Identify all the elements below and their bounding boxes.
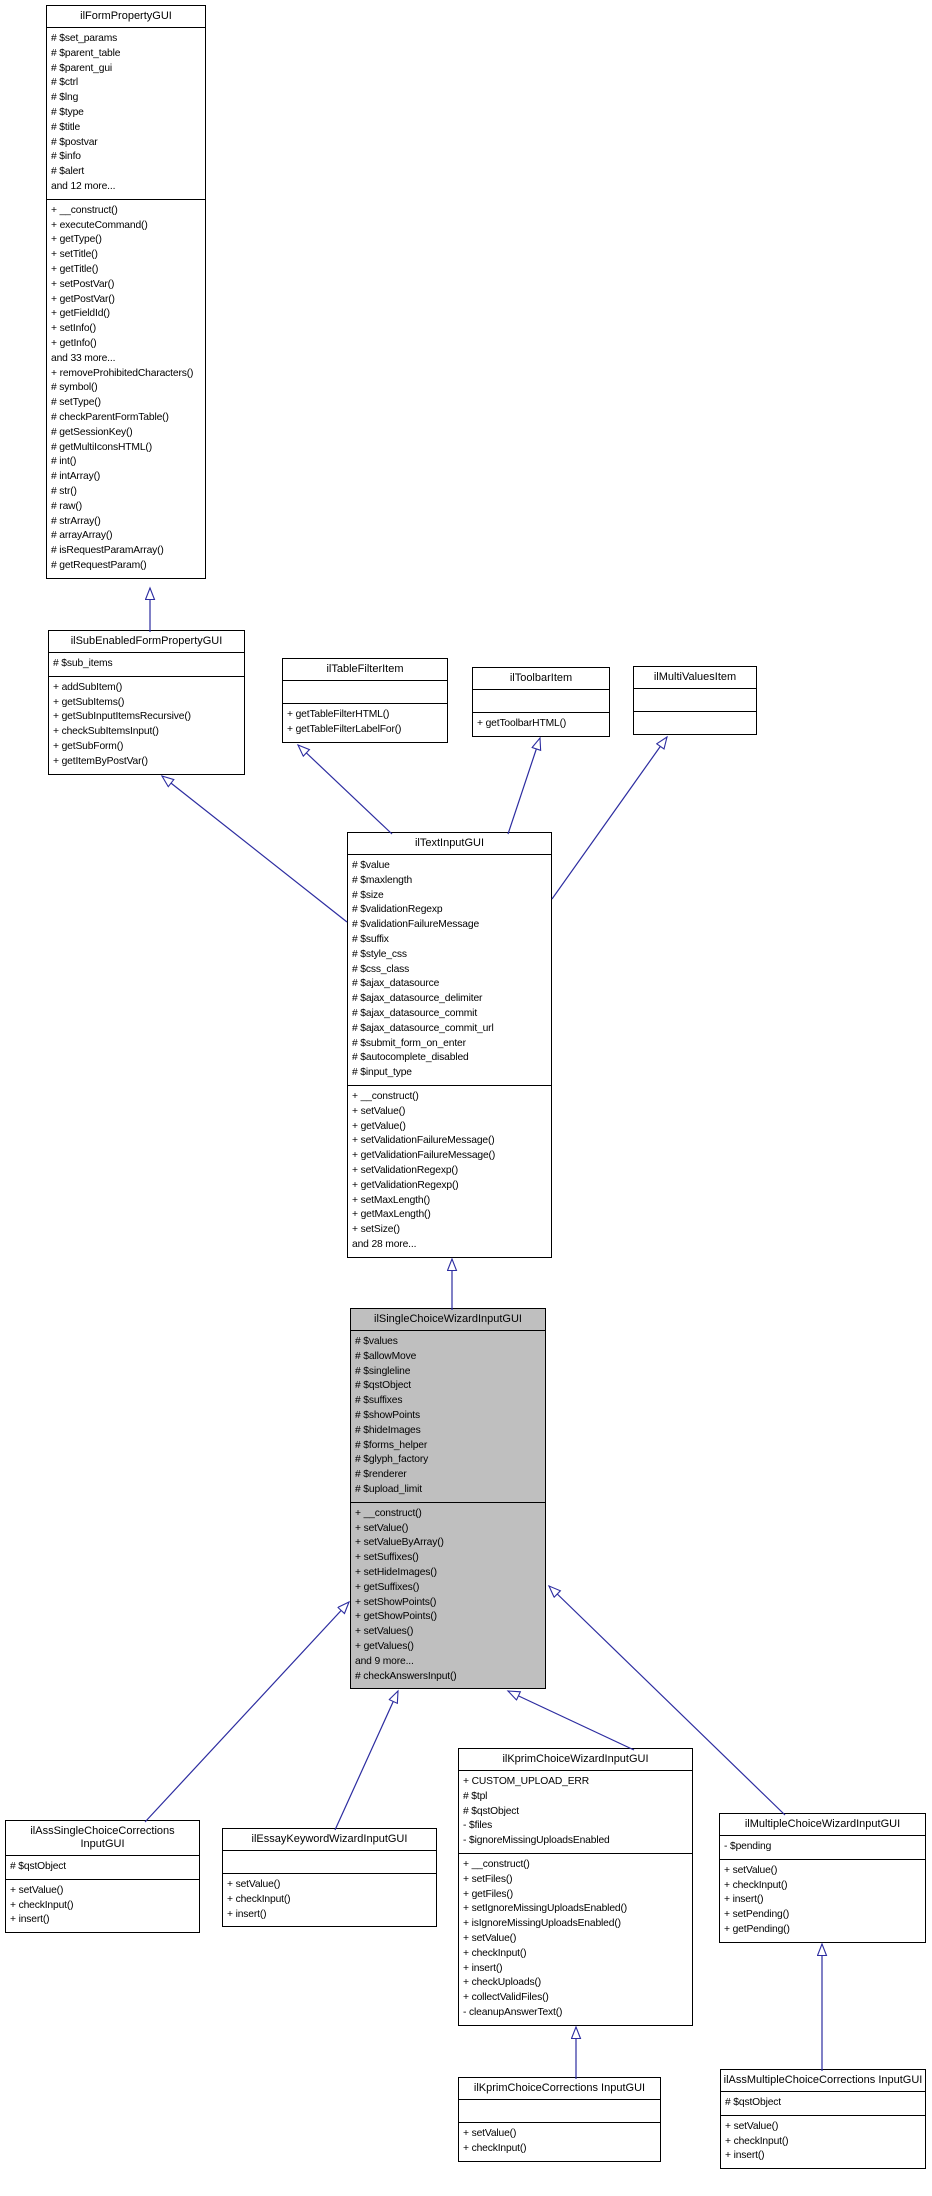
- class-title: ilKprimChoiceCorrections InputGUI: [459, 2078, 660, 2100]
- class-title: ilMultiValuesItem: [634, 667, 756, 689]
- member-line: + addSubItem(): [53, 681, 123, 693]
- class-ilAssSingleChoiceCorrectionsInputGUI[interactable]: [5, 1820, 200, 1933]
- member-line: + getValues(): [355, 1640, 414, 1652]
- methods-section: [459, 1853, 692, 2025]
- member-line: + checkInput(): [227, 1893, 291, 1905]
- member-line: + setValue(): [227, 1879, 281, 1890]
- member-line: # $title: [51, 121, 81, 133]
- attributes-section: [47, 28, 205, 199]
- class-ilToolbarItem[interactable]: [472, 667, 610, 737]
- member-line: # intArray(): [51, 471, 101, 483]
- member-line: + setValues(): [355, 1626, 414, 1638]
- member-line: # $ajax_datasource_commit: [352, 1007, 478, 1019]
- member-line: + isIgnoreMissingUploadsEnabled(): [463, 1918, 621, 1930]
- member-line: + checkUploads(): [463, 1977, 542, 1989]
- member-line: + getInfo(): [51, 337, 97, 349]
- member-line: + insert(): [227, 1908, 267, 1920]
- methods-section: [49, 676, 244, 774]
- member-line: # $sub_items: [53, 658, 113, 669]
- attributes-section: [283, 681, 447, 703]
- member-line: # $type: [51, 106, 84, 118]
- class-title: ilMultipleChoiceWizardInputGUI: [720, 1814, 925, 1836]
- member-line: + __construct(): [51, 204, 118, 216]
- member-line: # $set_params: [51, 33, 118, 44]
- member-line: # $renderer: [355, 1469, 407, 1481]
- class-title: ilAssSingleChoiceCorrections InputGUI: [6, 1821, 199, 1856]
- member-line: # isRequestParamArray(): [51, 545, 164, 557]
- member-line: + getSubForm(): [53, 740, 124, 752]
- member-line: # $glyph_factory: [355, 1454, 429, 1466]
- member-line: + setValue(): [355, 1522, 409, 1534]
- member-line: + setShowPoints(): [355, 1596, 437, 1608]
- methods-section: [721, 2115, 925, 2168]
- member-line: + getValue(): [352, 1120, 406, 1132]
- member-line: # $autocomplete_disabled: [352, 1052, 469, 1064]
- class-title: ilKprimChoiceWizardInputGUI: [459, 1749, 692, 1771]
- member-line: # $hideImages: [355, 1424, 421, 1436]
- member-line: + setValue(): [463, 2128, 517, 2139]
- member-line: + checkInput(): [725, 2135, 789, 2147]
- member-line: + setMaxLength(): [352, 1194, 431, 1206]
- member-line: + getItemByPostVar(): [53, 755, 148, 767]
- attributes-section: [351, 1331, 545, 1502]
- member-line: # $parent_gui: [51, 62, 113, 74]
- member-line: + getToolbarHTML(): [477, 718, 567, 729]
- member-line: + setPostVar(): [51, 278, 115, 290]
- attributes-section: [49, 653, 244, 676]
- class-ilTableFilterItem[interactable]: [282, 658, 448, 743]
- member-line: # $info: [51, 151, 81, 163]
- member-line: + setValue(): [725, 2120, 779, 2132]
- class-title: ilAssMultipleChoiceCorrections InputGUI: [721, 2070, 925, 2092]
- member-line: # $suffix: [352, 933, 389, 945]
- member-line: + __construct(): [463, 1858, 530, 1870]
- member-line: - $ignoreMissingUploadsEnabled: [463, 1835, 610, 1847]
- member-line: # $size: [352, 889, 384, 901]
- class-ilEssayKeywordWizardInputGUI[interactable]: [222, 1828, 437, 1927]
- edge-assSingle-to-singleChoice: [145, 1602, 349, 1822]
- member-line: # $ajax_datasource_commit_url: [352, 1022, 494, 1034]
- edge-textInput-to-subEnabled: [162, 776, 347, 922]
- member-line: # $qstObject: [10, 1861, 67, 1872]
- member-line: + checkInput(): [463, 1947, 527, 1959]
- member-line: # $postvar: [51, 136, 98, 148]
- member-line: # $qstObject: [463, 1805, 520, 1817]
- member-line: + __construct(): [352, 1090, 419, 1102]
- class-title: ilSingleChoiceWizardInputGUI: [351, 1309, 545, 1331]
- attributes-section: [634, 689, 756, 711]
- member-line: + getShowPoints(): [355, 1611, 437, 1623]
- member-line: # $qstObject: [355, 1380, 412, 1392]
- member-line: + setPending(): [724, 1909, 790, 1921]
- member-line: and 12 more...: [51, 180, 116, 192]
- methods-section: [348, 1085, 551, 1257]
- member-line: + getSubItems(): [53, 696, 125, 708]
- class-title: ilTableFilterItem: [283, 659, 447, 681]
- class-title: ilFormPropertyGUI: [47, 6, 205, 28]
- edge-kprimWizard-to-singleChoice: [508, 1691, 634, 1750]
- member-line: # $allowMove: [355, 1350, 417, 1362]
- member-line: # strArray(): [51, 515, 101, 527]
- member-line: and 9 more...: [355, 1655, 414, 1667]
- member-line: # $singleline: [355, 1365, 411, 1377]
- member-line: + setHideImages(): [355, 1566, 437, 1578]
- member-line: + CUSTOM_UPLOAD_ERR: [463, 1776, 589, 1787]
- member-line: + getTableFilterLabelFor(): [287, 723, 402, 735]
- attributes-section: [223, 1851, 436, 1873]
- member-line: + setValue(): [10, 1884, 64, 1896]
- member-line: # $lng: [51, 92, 79, 104]
- member-line: # symbol(): [51, 382, 98, 394]
- edge-essayKeyword-to-singleChoice: [335, 1691, 398, 1830]
- attributes-section: [348, 855, 551, 1085]
- methods-section: [459, 2122, 660, 2161]
- member-line: + setInfo(): [51, 323, 96, 335]
- member-line: # $tpl: [463, 1790, 488, 1802]
- class-title: ilSubEnabledFormPropertyGUI: [49, 631, 244, 653]
- member-line: # $upload_limit: [355, 1483, 423, 1495]
- member-line: # $validationRegexp: [352, 904, 443, 916]
- member-line: # str(): [51, 485, 77, 497]
- member-line: - $files: [463, 1820, 493, 1832]
- member-line: + setValue(): [724, 1864, 778, 1876]
- member-line: + setTitle(): [51, 249, 98, 261]
- member-line: + getMaxLength(): [352, 1209, 431, 1221]
- member-line: and 28 more...: [352, 1238, 417, 1250]
- member-line: + executeCommand(): [51, 219, 148, 231]
- member-line: # $showPoints: [355, 1409, 421, 1421]
- edge-textInput-to-toolbarItem: [508, 738, 540, 834]
- member-line: # checkAnswersInput(): [355, 1670, 457, 1682]
- attributes-section: [459, 1771, 692, 1853]
- class-ilAssMultipleChoiceCorrectionsInputGUI[interactable]: [720, 2069, 926, 2169]
- member-line: # $ajax_datasource: [352, 978, 440, 990]
- member-line: + getPending(): [724, 1923, 790, 1935]
- member-line: + insert(): [10, 1914, 50, 1926]
- member-line: + getValidationRegexp(): [352, 1179, 459, 1191]
- edge-textInput-to-tableFilter: [298, 745, 392, 834]
- member-line: + getValidationFailureMessage(): [352, 1150, 496, 1162]
- member-line: + getTitle(): [51, 263, 99, 275]
- member-line: + insert(): [725, 2150, 765, 2162]
- member-line: # $ctrl: [51, 77, 78, 89]
- attributes-section: [459, 2100, 660, 2122]
- member-line: + getPostVar(): [51, 293, 115, 305]
- member-line: # getMultiIconsHTML(): [51, 441, 152, 453]
- attributes-section: [6, 1856, 199, 1879]
- edge-textInput-to-multiValues: [552, 737, 667, 899]
- methods-section: [351, 1502, 545, 1689]
- member-line: + getFiles(): [463, 1888, 513, 1900]
- class-title: ilTextInputGUI: [348, 833, 551, 855]
- member-line: # arrayArray(): [51, 530, 113, 542]
- member-line: + setSize(): [352, 1224, 400, 1236]
- member-line: - $pending: [724, 1841, 772, 1852]
- class-ilMultiValuesItem[interactable]: [633, 666, 757, 735]
- member-line: + getType(): [51, 234, 102, 246]
- methods-section: [283, 703, 447, 742]
- class-ilKprimChoiceCorrectionsInputGUI[interactable]: [458, 2077, 661, 2162]
- class-ilSubEnabledFormPropertyGUI[interactable]: [48, 630, 245, 775]
- member-line: + setValueByArray(): [355, 1537, 444, 1549]
- member-line: + setFiles(): [463, 1873, 513, 1885]
- member-line: # $qstObject: [725, 2097, 782, 2108]
- attributes-section: [720, 1836, 925, 1859]
- attributes-section: [721, 2092, 925, 2115]
- member-line: + collectValidFiles(): [463, 1992, 549, 2004]
- member-line: # getSessionKey(): [51, 426, 133, 438]
- member-line: + setValue(): [463, 1932, 517, 1944]
- member-line: + insert(): [724, 1894, 764, 1906]
- class-title: ilEssayKeywordWizardInputGUI: [223, 1829, 436, 1851]
- member-line: # $alert: [51, 166, 85, 178]
- methods-section: [47, 199, 205, 578]
- class-ilKprimChoiceWizardInputGUI[interactable]: [458, 1748, 693, 2026]
- member-line: # $css_class: [352, 963, 410, 975]
- methods-section: [6, 1879, 199, 1932]
- class-ilFormPropertyGUI[interactable]: [46, 5, 206, 579]
- methods-section: [473, 712, 609, 736]
- member-line: + setValidationRegexp(): [352, 1164, 458, 1176]
- member-line: + checkInput(): [463, 2142, 527, 2154]
- member-line: # $ajax_datasource_delimiter: [352, 993, 483, 1005]
- member-line: # $submit_form_on_enter: [352, 1037, 466, 1049]
- member-line: # setType(): [51, 397, 101, 409]
- member-line: # checkParentFormTable(): [51, 411, 169, 423]
- methods-section: [223, 1873, 436, 1926]
- member-line: + setValidationFailureMessage(): [352, 1135, 495, 1147]
- member-line: # int(): [51, 456, 77, 468]
- member-line: # $forms_helper: [355, 1439, 428, 1451]
- member-line: + checkSubItemsInput(): [53, 726, 159, 738]
- member-line: + checkInput(): [10, 1899, 74, 1911]
- attributes-section: [473, 690, 609, 712]
- member-line: and 33 more...: [51, 352, 116, 364]
- class-title: ilToolbarItem: [473, 668, 609, 690]
- member-line: # $style_css: [352, 948, 407, 960]
- member-line: + getFieldId(): [51, 308, 110, 320]
- member-line: # $value: [352, 860, 390, 871]
- member-line: # getRequestParam(): [51, 559, 147, 571]
- member-line: # $validationFailureMessage: [352, 919, 480, 931]
- member-line: + setSuffixes(): [355, 1552, 419, 1564]
- member-line: # raw(): [51, 500, 82, 512]
- class-ilSingleChoiceWizardInputGUI-current[interactable]: [350, 1308, 546, 1689]
- member-line: + __construct(): [355, 1507, 422, 1519]
- member-line: + getSubInputItemsRecursive(): [53, 711, 191, 723]
- class-ilTextInputGUI[interactable]: [347, 832, 552, 1258]
- methods-section: [720, 1859, 925, 1942]
- member-line: + getTableFilterHTML(): [287, 709, 390, 720]
- member-line: + getSuffixes(): [355, 1581, 420, 1593]
- member-line: - cleanupAnswerText(): [463, 2006, 563, 2018]
- member-line: + setValue(): [352, 1105, 406, 1117]
- member-line: # $input_type: [352, 1067, 412, 1079]
- methods-section: [634, 711, 756, 734]
- member-line: # $maxlength: [352, 874, 413, 886]
- member-line: + checkInput(): [724, 1879, 788, 1891]
- member-line: # $suffixes: [355, 1395, 403, 1407]
- member-line: # $parent_table: [51, 47, 121, 59]
- member-line: + insert(): [463, 1962, 503, 1974]
- member-line: + setIgnoreMissingUploadsEnabled(): [463, 1903, 628, 1915]
- class-ilMultipleChoiceWizardInputGUI[interactable]: [719, 1813, 926, 1943]
- member-line: # $values: [355, 1336, 398, 1347]
- member-line: + removeProhibitedCharacters(): [51, 367, 194, 379]
